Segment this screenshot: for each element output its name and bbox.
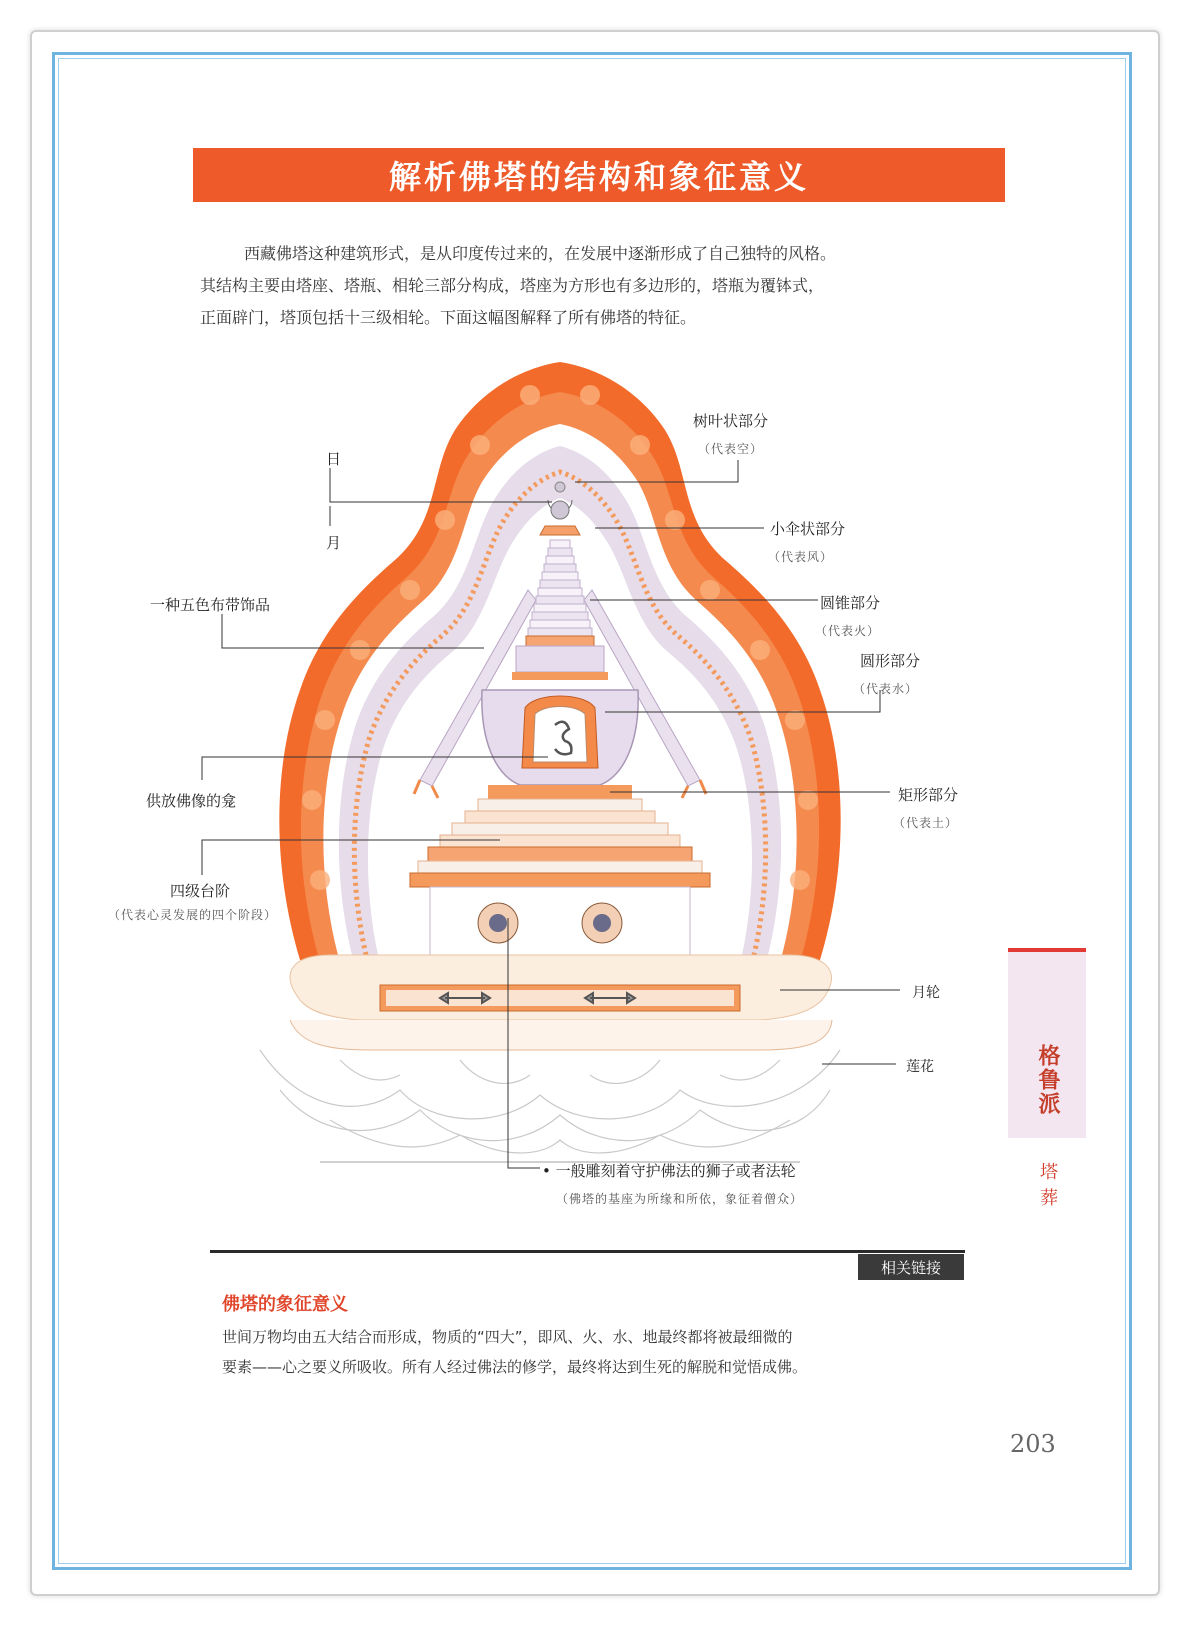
label-umbrella-sub: （代表风） xyxy=(768,550,834,564)
intro-line: 其结构主要由塔座、塔瓶、相轮三部分构成，塔座为方形也有多边形的，塔瓶为覆钵式， xyxy=(200,276,825,295)
related-tag: 相关链接 xyxy=(858,1254,964,1280)
side-tab-title: 格鲁派 xyxy=(1035,1044,1060,1116)
section-side-tab xyxy=(1008,948,1086,1138)
label-sun: 日 xyxy=(326,450,342,468)
label-steps: 四级台阶 xyxy=(170,882,231,900)
label-niche: 供放佛像的龛 xyxy=(146,792,237,810)
label-cone: 圆锥部分 xyxy=(820,594,881,612)
label-round-sub: （代表水） xyxy=(853,682,919,696)
side-tab-sub-text: 塔葬 xyxy=(1037,1162,1058,1214)
finial-tip xyxy=(555,482,565,492)
intro-line: 正面辟门，塔顶包括十三级相轮。下面这幅图解释了所有佛塔的特征。 xyxy=(200,308,697,327)
related-line: 世间万物均由五大结合而形成，物质的“四大”，即风、火、水、地最终都将被最细微的 xyxy=(222,1328,793,1346)
label-lotus: 莲花 xyxy=(906,1059,934,1075)
related-body xyxy=(222,1322,982,1382)
label-cone-sub: （代表火） xyxy=(815,624,881,638)
side-tab-char xyxy=(1008,1044,1086,1123)
page-number: 203 xyxy=(1010,1430,1056,1458)
label-base: • 一般雕刻着守护佛法的狮子或者法轮 xyxy=(542,1162,796,1180)
dharma-wheel-left xyxy=(478,903,518,943)
dharma-wheel-right xyxy=(582,903,622,943)
label-steps-sub: （代表心灵发展的四个阶段） xyxy=(108,908,278,922)
label-moon-disc: 月轮 xyxy=(912,985,940,1001)
related-line: 要素——心之要义所吸收。所有人经过佛法的修学，最终将达到生死的解脱和觉悟成佛。 xyxy=(222,1358,808,1376)
label-moon: 月 xyxy=(326,534,342,552)
intro-line: 西藏佛塔这种建筑形式，是从印度传过来的，在发展中逐渐形成了自己独特的风格。 xyxy=(244,244,837,263)
harmika xyxy=(516,646,604,672)
related-divider xyxy=(210,1250,965,1253)
lotus xyxy=(260,1050,840,1153)
label-rect: 矩形部分 xyxy=(898,786,959,804)
sun-disc xyxy=(551,501,569,519)
label-round: 圆形部分 xyxy=(860,652,921,670)
label-leaf-sub: （代表空） xyxy=(698,442,764,456)
page-title: 解析佛塔的结构和象征意义 xyxy=(388,158,809,196)
side-tab-subsection xyxy=(1008,1162,1086,1224)
related-title: 佛塔的象征意义 xyxy=(222,1294,348,1315)
label-rect-sub: （代表土） xyxy=(893,816,959,830)
umbrella xyxy=(540,526,580,535)
moon-disc-rim xyxy=(290,1020,832,1050)
label-base-sub: （佛塔的基座为所缘和所依，象征着僧众） xyxy=(556,1192,804,1206)
label-umbrella: 小伞状部分 xyxy=(770,520,846,538)
stupa-base xyxy=(430,887,690,959)
label-ribbon: 一种五色布带饰品 xyxy=(150,596,271,614)
label-leaf: 树叶状部分 xyxy=(693,412,769,430)
